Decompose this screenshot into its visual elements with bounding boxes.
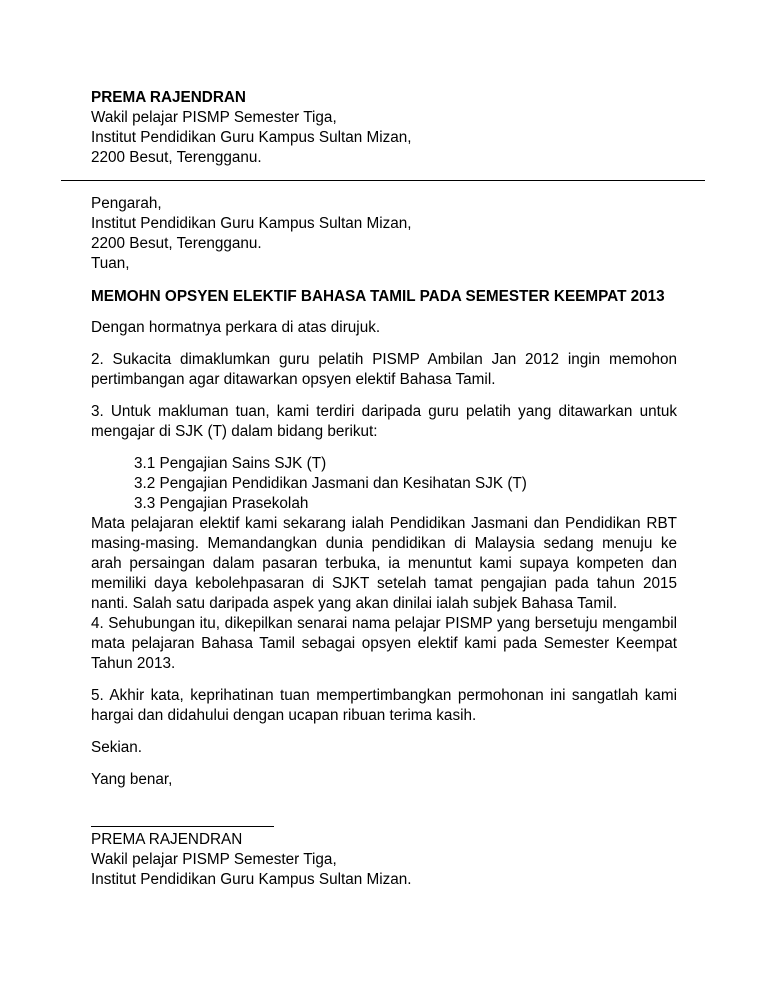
paragraph-4: 4. Sehubungan itu, dikepilkan senarai nama pelajar PISMP yang bersetuju mengambil mata pelajaran Bahasa Tamil sebagai opsyen elektif kami pada Semester Keempat Tahun 2013.: [91, 615, 677, 672]
recipient-line: Tuan,: [91, 255, 130, 272]
signature-line-text: Wakil pelajar PISMP Semester Tiga,: [91, 851, 337, 868]
closing-yang-benar: Yang benar,: [91, 771, 173, 788]
paragraph-3: 3. Untuk makluman tuan, kami terdiri daripada guru pelatih yang ditawarkan untuk mengajar di SJK (T) dalam bidang berikut:: [91, 403, 677, 440]
header-divider: [61, 180, 705, 181]
paragraph-2: 2. Sukacita dimaklumkan guru pelatih PISMP Ambilan Jan 2012 ingin memohon pertimbangan agar ditawarkan opsyen elektif Bahasa Tamil.: [91, 351, 677, 388]
field-list: [134, 454, 527, 514]
signature-block: [91, 830, 677, 890]
sender-line: Wakil pelajar PISMP Semester Tiga,: [91, 109, 337, 126]
paragraph-5: 5. Akhir kata, keprihatinan tuan mempertimbangkan permohonan ini sangatlah kami hargai dan didahului dengan ucapan ribuan terima kasih.: [91, 687, 677, 724]
list-item: 3.1 Pengajian Sains SJK (T): [134, 455, 327, 472]
sender-line: Institut Pendidikan Guru Kampus Sultan Mizan,: [91, 129, 412, 146]
signature-line-text: Institut Pendidikan Guru Kampus Sultan Mizan.: [91, 871, 412, 888]
paragraph-1: Dengan hormatnya perkara di atas dirujuk.: [91, 319, 381, 336]
recipient-line: Institut Pendidikan Guru Kampus Sultan Mizan,: [91, 215, 412, 232]
recipient-block: [91, 194, 677, 274]
signature-name: PREMA RAJENDRAN: [91, 831, 243, 848]
recipient-line: Pengarah,: [91, 195, 162, 212]
list-item: 3.2 Pengajian Pendidikan Jasmani dan Kesihatan SJK (T): [134, 475, 527, 492]
subject-line: MEMOHN OPSYEN ELEKTIF BAHASA TAMIL PADA SEMESTER KEEMPAT 2013: [91, 288, 665, 305]
sender-name: PREMA RAJENDRAN: [91, 89, 246, 106]
signature-line: [91, 826, 274, 827]
recipient-line: 2200 Besut, Terengganu.: [91, 235, 262, 252]
list-item: 3.3 Pengajian Prasekolah: [134, 495, 309, 512]
sender-line: 2200 Besut, Terengganu.: [91, 149, 262, 166]
sender-block: [91, 88, 677, 168]
paragraph-3b: Mata pelajaran elektif kami sekarang ialah Pendidikan Jasmani dan Pendidikan RBT masing-masing. Memandangkan dunia pendidikan di Malaysia sedang menuju ke arah persaingan dalam pasaran terbuka, ia menuntut kami supaya kompeten dan memiliki daya kebolehpasaran di SJKT setelah tamat pengajian pada tahun 2015 nanti. Salah satu daripada aspek yang akan dinilai ialah subjek Bahasa Tamil.: [91, 515, 677, 612]
closing-sekian: Sekian.: [91, 739, 143, 756]
